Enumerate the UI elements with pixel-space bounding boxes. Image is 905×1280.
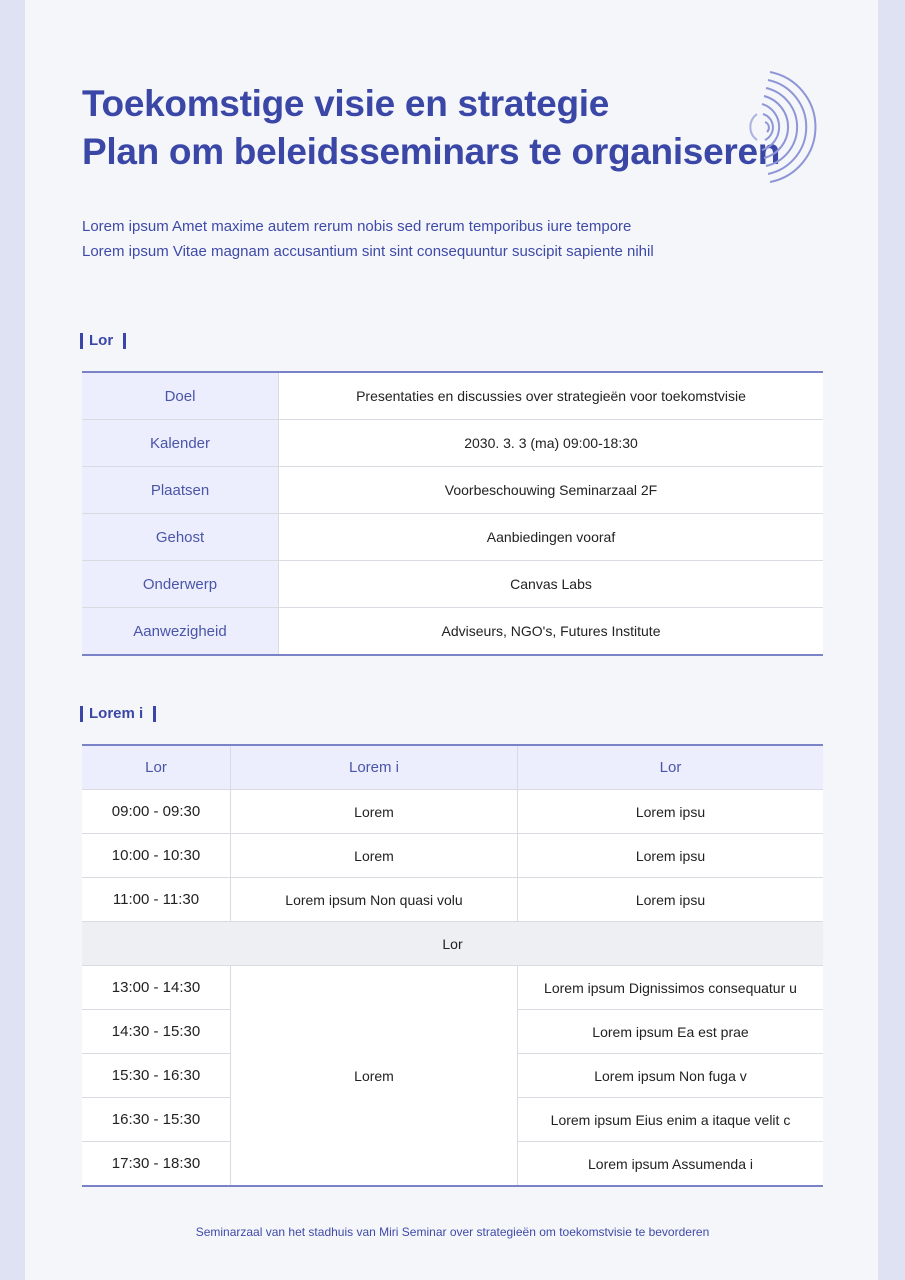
table-header-row — [82, 745, 823, 790]
table-row — [82, 514, 823, 561]
table-row — [82, 467, 823, 514]
speaker-cell: Lorem ipsum Assumenda i — [518, 1142, 824, 1187]
column-header: Lor — [82, 745, 231, 790]
time-cell: 13:00 - 14:30 — [82, 966, 231, 1010]
schedule-table — [82, 744, 823, 1187]
heading-bar — [123, 333, 126, 349]
column-header: Lor — [518, 745, 824, 790]
heading-bar — [80, 333, 83, 349]
heading-bar — [80, 706, 83, 722]
speaker-cell: Lorem ipsum Ea est prae — [518, 1010, 824, 1054]
speaker-cell: Lorem ipsum Eius enim a itaque velit c — [518, 1098, 824, 1142]
row-value: Voorbeschouwing Seminarzaal 2F — [279, 467, 824, 514]
speaker-cell: Lorem ipsum Non fuga v — [518, 1054, 824, 1098]
row-value: Canvas Labs — [279, 561, 824, 608]
row-label: Onderwerp — [82, 561, 279, 608]
title-line-1: Toekomstige visie en strategie — [82, 83, 610, 124]
title-line-2: Plan om beleidsseminars te organiseren — [82, 131, 781, 172]
row-value: Adviseurs, NGO's, Futures Institute — [279, 608, 824, 656]
time-cell: 09:00 - 09:30 — [82, 790, 231, 834]
section-heading-text: Lor — [89, 332, 114, 349]
row-value: 2030. 3. 3 (ma) 09:00-18:30 — [279, 420, 824, 467]
break-row — [82, 922, 823, 966]
time-cell: 15:30 - 16:30 — [82, 1054, 231, 1098]
row-label: Kalender — [82, 420, 279, 467]
topic-cell: Lorem — [231, 834, 518, 878]
speaker-cell: Lorem ipsu — [518, 790, 824, 834]
table-row — [82, 372, 823, 420]
concentric-arcs-icon — [735, 68, 835, 188]
speaker-cell: Lorem ipsum Dignissimos consequatur u — [518, 966, 824, 1010]
table-row — [82, 966, 823, 1010]
topic-cell: Lorem ipsum Non quasi volu — [231, 878, 518, 922]
speaker-cell: Lorem ipsu — [518, 834, 824, 878]
table-row — [82, 420, 823, 467]
topic-cell: Lorem — [231, 790, 518, 834]
row-label: Gehost — [82, 514, 279, 561]
speaker-cell: Lorem ipsu — [518, 878, 824, 922]
overview-table — [82, 371, 823, 656]
section-heading-overview — [80, 332, 126, 349]
time-cell: 10:00 - 10:30 — [82, 834, 231, 878]
intro-line-2: Lorem ipsum Vitae magnam accusantium sint sint consequuntur suscipit sapiente nihil — [82, 243, 654, 260]
row-label: Aanwezigheid — [82, 608, 279, 656]
table-row — [82, 790, 823, 834]
column-header: Lorem i — [231, 745, 518, 790]
table-row — [82, 834, 823, 878]
table-row — [82, 608, 823, 656]
row-value: Aanbiedingen vooraf — [279, 514, 824, 561]
topic-cell: Lorem — [231, 966, 518, 1187]
page-title — [82, 80, 780, 176]
intro-line-1: Lorem ipsum Amet maxime autem rerum nobis sed rerum temporibus iure tempore — [82, 218, 632, 235]
section-heading-text: Lorem i — [89, 705, 144, 722]
time-cell: 16:30 - 15:30 — [82, 1098, 231, 1142]
row-label: Plaatsen — [82, 467, 279, 514]
table-row — [82, 878, 823, 922]
intro-text — [82, 214, 654, 264]
heading-bar — [153, 706, 156, 722]
row-value: Presentaties en discussies over strategieën voor toekomstvisie — [279, 372, 824, 420]
time-cell: 14:30 - 15:30 — [82, 1010, 231, 1054]
break-cell: Lor — [82, 922, 823, 966]
section-heading-schedule — [80, 705, 156, 722]
row-label: Doel — [82, 372, 279, 420]
time-cell: 17:30 - 18:30 — [82, 1142, 231, 1187]
table-row — [82, 561, 823, 608]
footer-text: Seminarzaal van het stadhuis van Miri Seminar over strategieën om toekomstvisie te bevorderen — [195, 1225, 710, 1239]
time-cell: 11:00 - 11:30 — [82, 878, 231, 922]
